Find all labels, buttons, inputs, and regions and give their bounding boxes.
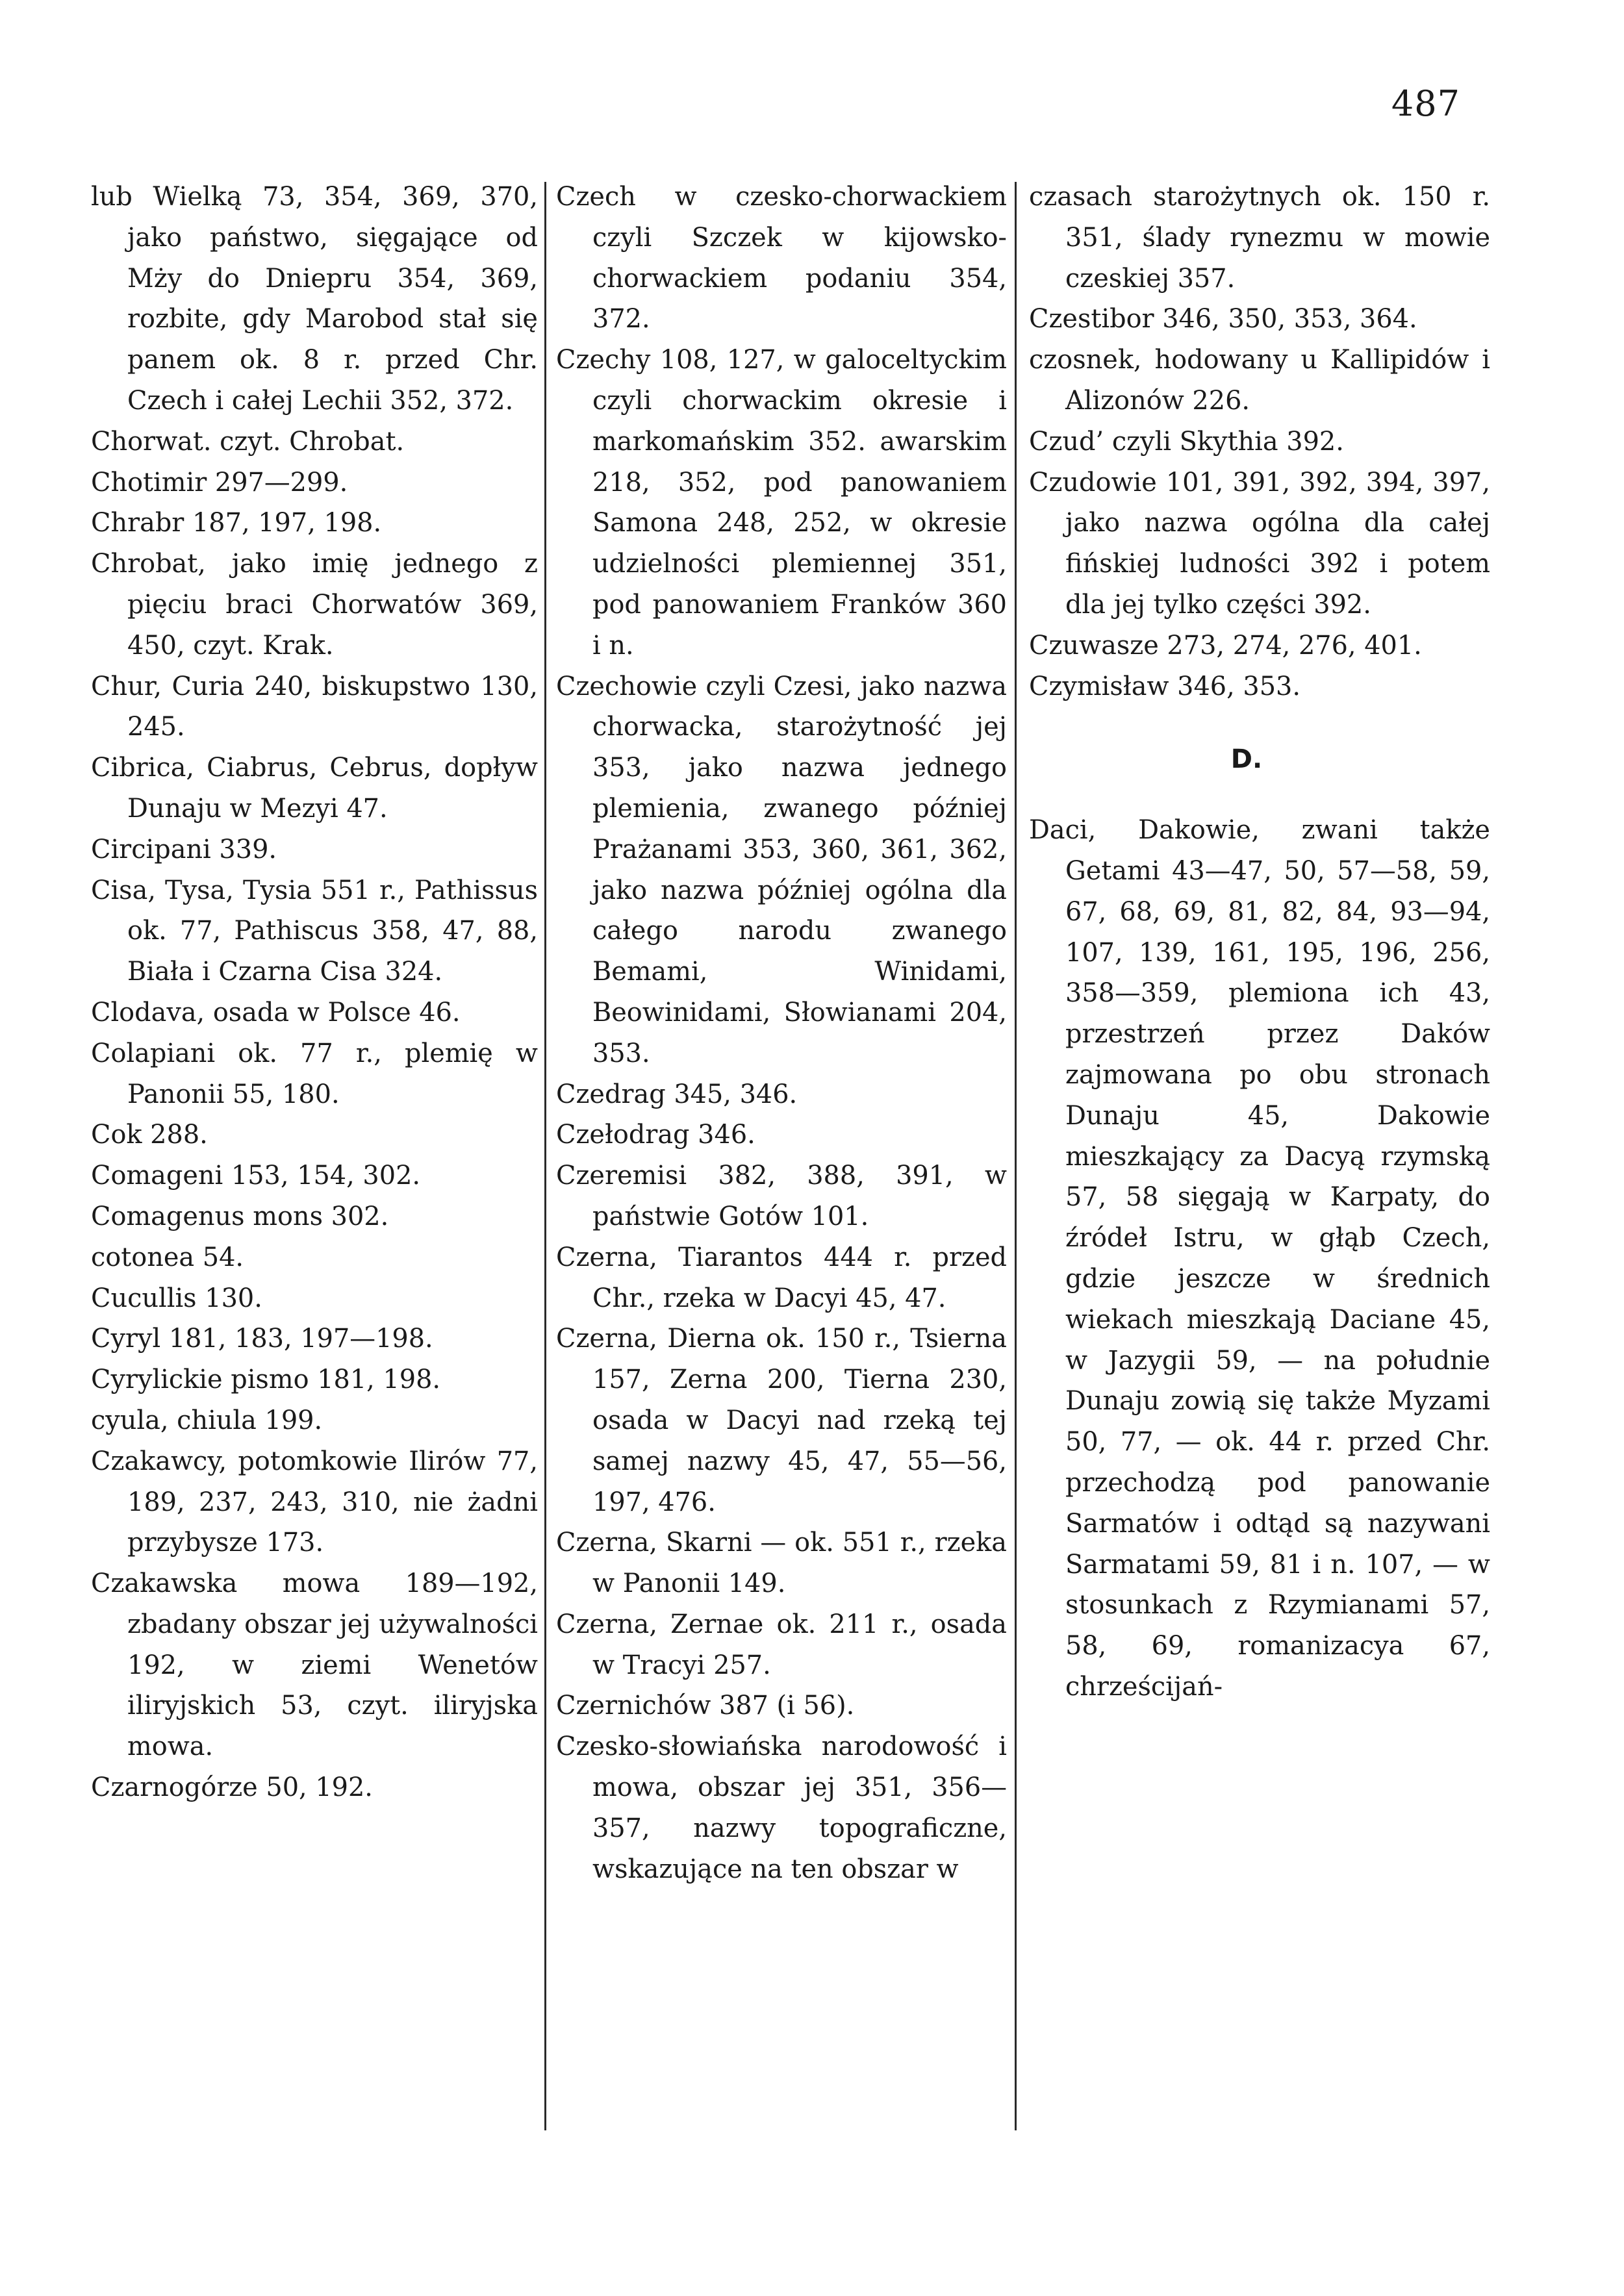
index-entry: Czernichów 387 (i 56). <box>556 1691 855 1721</box>
index-entry: Czedrag 345, 346. <box>556 1079 798 1109</box>
index-entry: Daci, Dakowie, zwani także Getami 43—47, 50, 57—58, 59, 67, 68, 69, 81, 82, 84, 93—94, 107, 139, 161, 195, 196, 256, 358—359, plemiona ich 43, przestrzeń przez Daków zajmowana po obu stronach Dunaju 45, Dakowie mieszkający za Dacyą rzymską 57, 58 sięgają w Karpaty, do źródeł Istru, w głąb Czech, gdzie jeszcze w średnich wiekach mieszkają Daciane 45, w Jazygii 59, — na południe Dunaju zowią się także Myzami 50, 77, — ok. 44 r. przed Chr. przechodzą pod panowanie Sarmatów i odtąd są nazywani Sarmatami 59, 81 i n. 107, — w stosunkach z Rzymianami 57, 58, 69, romanizacya 67, chrześcijań- <box>1029 815 1490 1702</box>
index-entry: Cok 288. <box>91 1120 208 1150</box>
index-entry: Clodava, osada w Polsce 46. <box>91 997 461 1028</box>
left-column <box>91 177 538 1808</box>
index-entry: Colapiani ok. 77 r., plemię w Panonii 55, 180. <box>91 1038 538 1109</box>
section-heading: D. <box>1230 744 1263 775</box>
index-entry: Czudowie 101, 391, 392, 394, 397, jako nazwa ogólna dla całej fińskiej ludności 392 i potem dla jej tylko części 392. <box>1029 467 1490 620</box>
index-entry: Czakawska mowa 189—192, zbadany obszar jej używalności 192, w ziemi Wenetów iliryjskich 53, czyt. iliryjska mowa. <box>91 1569 538 1762</box>
index-entry: Czarnogórze 50, 192. <box>91 1772 373 1803</box>
index-entry: Czakawcy, potomkowie Ilirów 77, 189, 237, 243, 310, nie żadni przybysze 173. <box>91 1446 538 1558</box>
index-entry: Czech w czesko-chorwackiem czyli Szczek w kijowsko-chorwackiem podaniu 354, 372. <box>556 182 1007 334</box>
page-number: 487 <box>1391 83 1460 124</box>
index-entry: Czerna, Tiarantos 444 r. przed Chr., rzeka w Dacyi 45, 47. <box>556 1242 1007 1313</box>
index-entry: Czestibor 346, 350, 353, 364. <box>1029 304 1417 334</box>
index-entry: Czesko-słowiańska narodowość i mowa, obszar jej 351, 356—357, nazwy topograficzne, wskazujące na ten obszar w <box>556 1732 1007 1884</box>
index-entry: Chrabr 187, 197, 198. <box>91 508 382 538</box>
index-entry: Czerna, Dierna ok. 150 r., Tsierna 157, Zerna 200, Tierna 230, osada w Dacyi nad rzeką tej samej nazwy 45, 47, 55—56, 197, 476. <box>556 1324 1007 1517</box>
index-entry: czosnek, hodowany u Kallipidów i Alizonów 226. <box>1029 345 1490 416</box>
index-entry: Czeremisi 382, 388, 391, w państwie Gotów 101. <box>556 1161 1007 1231</box>
index-entry: Comageni 153, 154, 302. <box>91 1161 421 1191</box>
index-entry: Chur, Curia 240, biskupstwo 130, 245. <box>91 671 538 742</box>
index-entry: czasach starożytnych ok. 150 r. 351, ślady rynezmu w mowie czeskiej 357. <box>1029 182 1490 294</box>
index-entry: Cisa, Tysa, Tysia 551 r., Pathissus ok. 77, Pathiscus 358, 47, 88, Biała i Czarna Cisa 324. <box>91 875 538 987</box>
index-entry: Cyrylickie pismo 181, 198. <box>91 1365 441 1395</box>
index-entry: Chorwat. czyt. Chrobat. <box>91 426 405 457</box>
index-entry: cotonea 54. <box>91 1242 244 1272</box>
index-entry: Chotimir 297—299. <box>91 467 348 498</box>
index-entry: Comagenus mons 302. <box>91 1201 389 1231</box>
index-entry: Czerna, Skarni — ok. 551 r., rzeka w Panonii 149. <box>556 1528 1007 1599</box>
index-entry: Cucullis 130. <box>91 1283 262 1313</box>
index-entry: Czud’ czyli Skythia 392. <box>1029 426 1344 457</box>
column-divider <box>544 182 546 2130</box>
index-entry: lub Wielką 73, 354, 369, 370, jako państwo, sięgające od Mży do Dniepru 354, 369, rozbite, gdy Marobod stał się panem ok. 8 r. przed Chr. Czech i całej Lechii 352, 372. <box>91 182 538 416</box>
middle-column <box>556 177 1007 1889</box>
index-entry: Czerna, Zernae ok. 211 r., osada w Tracyi 257. <box>556 1609 1007 1680</box>
index-entry: Czełodrag 346. <box>556 1120 755 1150</box>
index-entry: Czechowie czyli Czesi, jako nazwa chorwacka, starożytność jej 353, jako nazwa jednego plemienia, zwanego później Prażanami 353, 360, 361, 362, jako nazwa później ogólna dla całego narodu zwanego Bemami, Winidami, Beowinidami, Słowianami 204, 353. <box>556 671 1007 1068</box>
index-entry: cyula, chiula 199. <box>91 1405 323 1435</box>
right-column <box>1029 177 1490 1708</box>
index-entry: Circipani 339. <box>91 834 277 864</box>
index-entry: Czymisław 346, 353. <box>1029 671 1301 701</box>
index-entry: Czuwasze 273, 274, 276, 401. <box>1029 630 1422 661</box>
index-entry: Cyryl 181, 183, 197—198. <box>91 1324 433 1354</box>
index-entry: Chrobat, jako imię jednego z pięciu braci Chorwatów 369, 450, czyt. Krak. <box>91 549 538 661</box>
index-entry: Czechy 108, 127, w galoceltyckim czyli chorwackim okresie i markomańskim 352. awarskim 218, 352, pod panowaniem Samona 248, 252, w okresie udzielności plemiennej 351, pod panowaniem Franków 360 i n. <box>556 345 1007 661</box>
index-entry: Cibrica, Ciabrus, Cebrus, dopływ Dunaju w Mezyi 47. <box>91 753 538 824</box>
column-divider <box>1015 182 1017 2130</box>
